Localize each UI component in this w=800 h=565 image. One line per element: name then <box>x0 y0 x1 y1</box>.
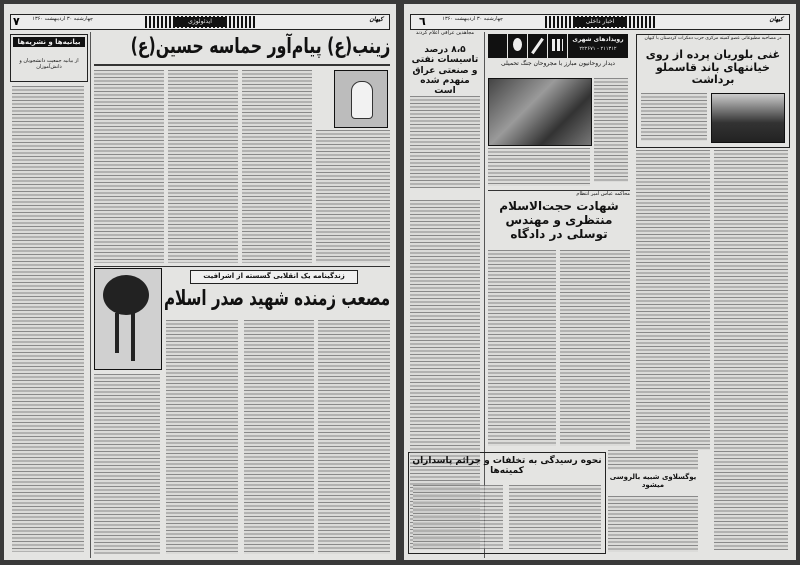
committee-article-box <box>408 452 606 554</box>
headline-rule <box>94 64 390 66</box>
kicker-box <box>190 270 358 284</box>
article-text-column <box>316 130 390 263</box>
section-title: اخبار داخلی <box>575 17 625 27</box>
main-headline: زینب(ع) پیام‌آور حماسه حسین(ع) <box>130 34 390 58</box>
right-newspaper-page <box>404 4 796 560</box>
newspaper-logo: کیهان <box>369 16 383 23</box>
article-text-column <box>636 150 710 450</box>
illustration-woman <box>334 70 388 128</box>
ghani-headline: غنی بلوریان پرده از روی خیانتهای باند قاسملو برداشت <box>645 48 781 87</box>
article-text-column <box>168 70 238 263</box>
section-rule <box>94 266 390 267</box>
ghani-kicker: در مصاحبه مطبوعاتی عضو کمیته مرکزی حزب دمکرات کردستان با کیهان <box>644 36 782 41</box>
article-text-column <box>560 250 630 446</box>
second-headline: مصعب زمنده شهید صدر اسلام <box>163 286 390 310</box>
city-events-title-box <box>568 34 628 58</box>
article-text-column <box>318 320 390 554</box>
article-text-column <box>509 485 601 549</box>
iraq-kicker: مجاهدین عراقی اعلام کردند <box>415 30 475 36</box>
article-text-column <box>244 320 314 554</box>
photo-caption: دیدار روحانیون مبارز با مجروحان جنگ تحمیلی <box>501 60 615 67</box>
montazeri-kicker: محاکمه عباس امیر انتظام <box>576 191 630 197</box>
article-text-column <box>94 374 160 554</box>
article-text-column <box>594 78 628 182</box>
yugoslavia-headline: یوگسلاوی شبیه بالروسی میشود <box>609 473 697 490</box>
committee-headline: نحوه رسیدگی به تخلفات و جرائم پاسداران کمیته‌ها <box>412 456 602 477</box>
rose-illustration <box>94 268 162 370</box>
article-text-column <box>714 150 788 550</box>
article-text-column <box>488 148 590 186</box>
sidebar-box-subtitle: از بیانیه جمعیت دانشجویان و دانش‌آموزان <box>19 58 79 70</box>
city-events-phone: ۲۱۱۳۱۲ - ۲۲۲۶۷۱ <box>579 46 617 52</box>
section-title: ایدئولوژی <box>175 17 225 27</box>
page-number: ٦ <box>419 15 426 28</box>
ghani-article-box <box>636 34 790 148</box>
sidebar-box-title: بیانیه‌ها و نشریه‌ها <box>13 37 85 47</box>
article-text-column <box>413 485 503 549</box>
article-text-column <box>641 93 707 141</box>
issue-date: چهارشنبه ۳۰ اردیبهشت ۱۳۶۰ <box>32 16 93 22</box>
news-photo <box>488 78 592 146</box>
page-number: ۷ <box>13 15 20 28</box>
iraq-headline: ۸،۵ درصد تاسیسات نفتی و صنعتی عراق منهدم شده است <box>411 45 479 97</box>
article-text-column <box>608 496 698 552</box>
article-text-column <box>608 450 698 470</box>
column-divider <box>90 32 91 558</box>
article-text-column <box>166 320 238 554</box>
article-text-column <box>488 250 556 446</box>
scales-icon <box>488 34 507 58</box>
portrait-photo <box>711 93 785 143</box>
quill-icon <box>528 34 547 58</box>
city-events-title: رویدادهای شهری <box>572 36 624 43</box>
skull-icon <box>508 34 527 58</box>
section-banner <box>145 16 255 28</box>
montazeri-headline: شهادت حجت‌الاسلام منتظری و مهندس توسلی در دادگاه <box>499 199 619 241</box>
article-text-column <box>94 70 164 263</box>
city-events-banner <box>488 34 628 58</box>
article-text-column <box>242 70 312 263</box>
sidebar-text-column <box>12 86 84 552</box>
page-header <box>10 14 390 30</box>
sidebar-box <box>10 34 88 82</box>
left-newspaper-page <box>4 4 396 560</box>
article-text-column <box>410 96 480 188</box>
newspaper-logo: کیهان <box>769 16 783 23</box>
section-banner <box>545 16 655 28</box>
issue-date: چهارشنبه ۳۰ اردیبهشت ۱۳۶۰ <box>442 16 503 22</box>
page-header <box>410 14 790 30</box>
article-kicker: زندگینامه یک انقلابی گسسته از اشرافیت <box>203 272 345 280</box>
grid-icon <box>548 34 567 58</box>
